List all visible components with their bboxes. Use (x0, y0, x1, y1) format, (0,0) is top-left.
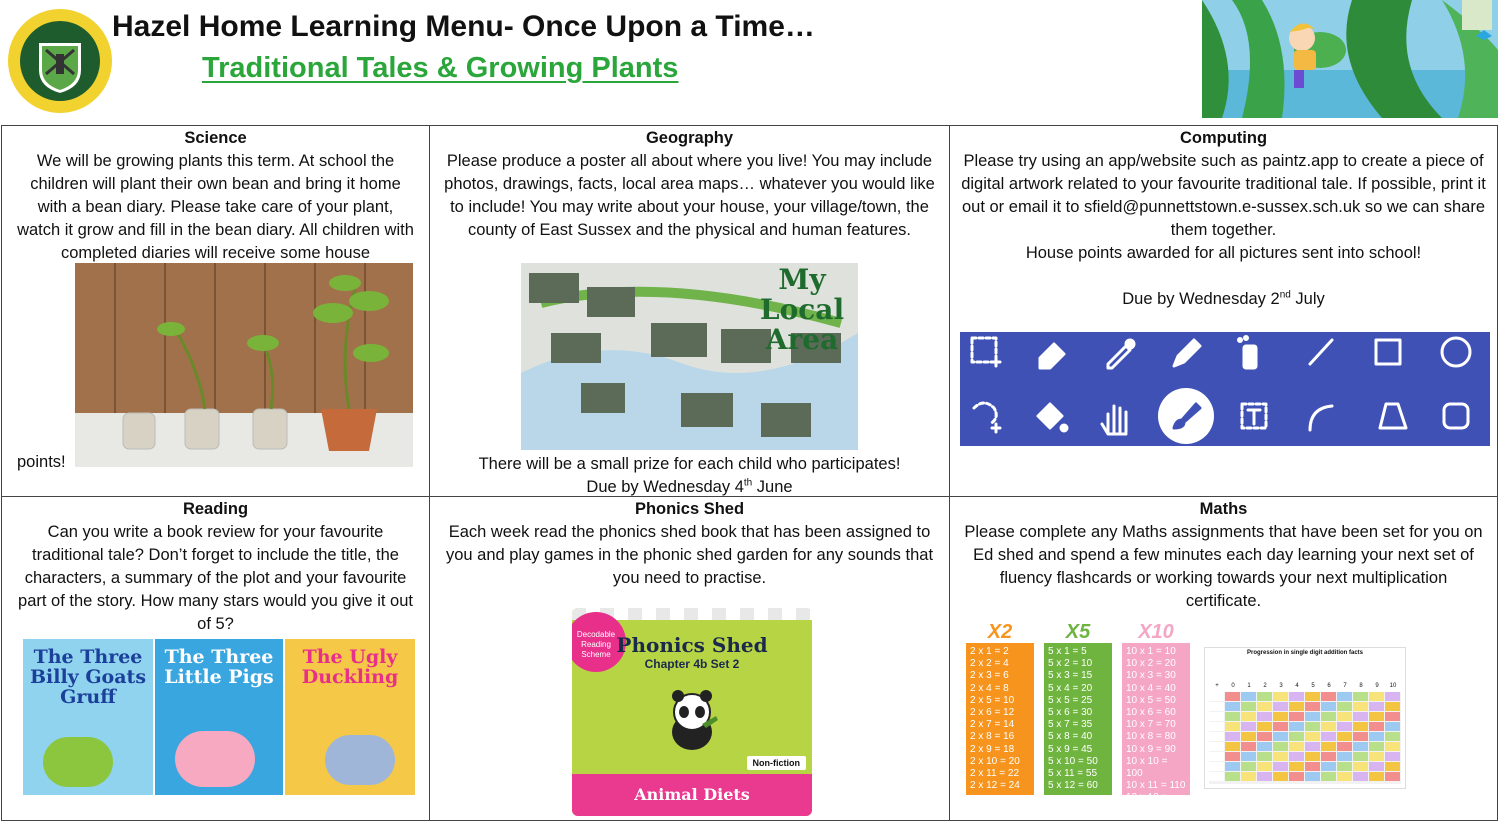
fill-bucket-icon (1038, 404, 1067, 431)
due-date-text: Due by Wednesday 2 (1122, 290, 1280, 308)
chart-cell (1273, 692, 1288, 701)
local-area-poster-photo (521, 263, 858, 450)
chart-cell (1321, 742, 1336, 751)
chart-cell (1305, 722, 1320, 731)
chart-cell (1305, 732, 1320, 741)
line-icon (1310, 340, 1332, 364)
chart-cell (1289, 692, 1304, 701)
flashcard-row: 2 x 2 = 4 (970, 658, 1009, 670)
chart-cell (1209, 772, 1224, 781)
flashcard-row: 10 x 10 = 100 (1126, 755, 1168, 780)
chart-cell (1257, 772, 1272, 781)
chart-header-cell: 5 (1311, 683, 1315, 689)
flashcard-row: 5 x 4 = 20 (1048, 682, 1093, 694)
chart-cell (1369, 712, 1384, 721)
eraser-icon (1040, 344, 1064, 368)
school-logo (8, 6, 112, 116)
chart-cell (1241, 722, 1256, 731)
polygon-icon (1380, 404, 1406, 428)
addition-facts-chart (1204, 647, 1406, 789)
chart-cell (1273, 732, 1288, 741)
flashcard-row: 2 x 12 = 24 (970, 780, 1020, 792)
bean-plants-photo (75, 263, 413, 467)
chart-cell (1385, 702, 1400, 711)
flashcard-row: 2 x 5 = 10 (970, 694, 1015, 706)
panda-icon (662, 688, 722, 752)
traditional-tales-books-photo (23, 639, 415, 795)
chart-cell (1289, 752, 1304, 761)
chart-cell (1385, 752, 1400, 761)
chart-cell (1369, 692, 1384, 701)
rounded-rect-icon (1444, 404, 1468, 428)
select-rect-icon (972, 338, 1000, 366)
chart-header-cell: 2 (1263, 683, 1267, 689)
computing-heading: Computing (1179, 129, 1268, 147)
chart-header-cell: 9 (1375, 683, 1379, 689)
flashcard-row: 2 x 7 = 14 (970, 719, 1015, 731)
flashcard-row: 5 x 7 = 35 (1048, 719, 1093, 731)
chart-cell (1337, 692, 1352, 701)
chart-header-cell: 1 (1247, 683, 1251, 689)
chart-cell (1289, 742, 1304, 751)
rectangle-icon (1376, 340, 1400, 364)
geography-heading: Geography (645, 129, 734, 147)
chart-cell (1337, 752, 1352, 761)
chart-cell (1225, 732, 1240, 741)
computing-due-date (958, 288, 1489, 311)
chart-cell (1385, 772, 1400, 781)
chart-cell (1337, 772, 1352, 781)
chart-cell (1273, 702, 1288, 711)
phonics-shed-book-cover (572, 608, 812, 816)
chart-cell (1209, 702, 1224, 711)
chart-cell (1225, 722, 1240, 731)
flashcard-row: 10 x 9 = 90 (1126, 743, 1176, 755)
chart-cell (1289, 732, 1304, 741)
chart-cell (1385, 742, 1400, 751)
chart-cell (1353, 742, 1368, 751)
flashcard-row: 2 x 10 = 20 (970, 755, 1020, 767)
geography-due-date (430, 476, 949, 499)
chart-cell (1353, 772, 1368, 781)
chart-cell (1369, 752, 1384, 761)
chart-cell (1289, 772, 1304, 781)
chart-cell (1241, 712, 1256, 721)
free-select-icon (974, 403, 1000, 432)
chart-header-cell: 4 (1295, 683, 1299, 689)
flashcard-row: 10 x 11 = 110 (1126, 780, 1186, 792)
book-cover (23, 639, 153, 795)
curve-icon (1310, 406, 1332, 430)
flashcard-row: 2 x 3 = 6 (970, 670, 1009, 682)
due-date-month: June (752, 478, 793, 496)
due-date-text: Due by Wednesday 4 (586, 478, 744, 496)
due-date-sup: nd (1279, 289, 1291, 301)
flashcard-row: 10 x 3 = 30 (1126, 670, 1176, 682)
chart-cell (1225, 712, 1240, 721)
phonics-book-subtitle: Chapter 4b Set 2 (644, 657, 740, 671)
chart-cell (1209, 712, 1224, 721)
flashcard-row: 5 x 12 = 60 (1048, 780, 1098, 792)
flashcard-row: 2 x 1 = 2 (970, 646, 1009, 657)
chart-cell (1257, 762, 1272, 771)
chart-cell (1321, 752, 1336, 761)
chart-cell (1257, 712, 1272, 721)
flashcard (1044, 621, 1112, 799)
chart-cell (1385, 712, 1400, 721)
spray-icon (1239, 337, 1257, 369)
chart-cell (1257, 722, 1272, 731)
chart-cell (1321, 732, 1336, 741)
flashcard-row: 5 x 6 = 30 (1048, 707, 1093, 719)
phonics-heading: Phonics Shed (634, 500, 745, 518)
chart-cell (1321, 702, 1336, 711)
chart-cell (1369, 742, 1384, 751)
chart-cell (1369, 722, 1384, 731)
chart-cell (1305, 742, 1320, 751)
chart-cell (1337, 722, 1352, 731)
chart-cell (1241, 772, 1256, 781)
chart-cell (1209, 692, 1224, 701)
chart-cell (1209, 722, 1224, 731)
chart-header-cell: 8 (1359, 683, 1363, 689)
chart-cell (1273, 742, 1288, 751)
flashcard-row: 2 x 6 = 12 (970, 707, 1015, 719)
flashcard-row: 5 x 3 = 15 (1048, 670, 1093, 682)
chart-cell (1225, 772, 1240, 781)
chart-cell (1209, 762, 1224, 771)
geography-text: Please produce a poster all about where you live! You may include photos, drawings, facts, local area maps… whatever you would like to include! You may write about your house, your village/town, the county of East Sussex and the physical and human features. (444, 152, 935, 239)
pencil-icon (1174, 340, 1200, 366)
reading-text: Can you write a book review for your favourite traditional tale? Don’t forget to include the title, the characters, a summary of the plot and your favourite part of the story. How many stars would you give it out of 5? (18, 523, 413, 633)
flashcard-row: 5 x 8 = 40 (1048, 731, 1093, 743)
flashcard-row: 5 x 2 = 10 (1048, 658, 1093, 670)
flashcard-row: 10 x 8 = 80 (1126, 731, 1176, 743)
flashcard-label: X2 (987, 621, 1013, 643)
chart-cell (1321, 692, 1336, 701)
learning-menu-grid (1, 125, 1498, 821)
flashcard (1122, 621, 1190, 816)
flashcard-row: 2 x 11 = 22 (970, 768, 1020, 780)
flashcard-row: 5 x 10 = 50 (1048, 755, 1098, 767)
phonics-cell (430, 497, 949, 820)
chart-cell (1337, 762, 1352, 771)
chart-cell (1289, 702, 1304, 711)
flashcard-row: 5 x 1 = 5 (1048, 646, 1087, 657)
flashcard-label: X5 (1065, 621, 1091, 643)
chart-cell (1273, 752, 1288, 761)
chart-cell (1353, 722, 1368, 731)
chart-header-cell: 3 (1279, 683, 1283, 689)
computing-house-points: House points awarded for all pictures sent into school! (1025, 244, 1422, 262)
chart-cell (1273, 762, 1288, 771)
phonics-book-title: Phonics Shed (616, 633, 768, 657)
chart-cell (1241, 692, 1256, 701)
chart-cell (1385, 762, 1400, 771)
chart-cell (1369, 732, 1384, 741)
chart-cell (1353, 752, 1368, 761)
chart-header-cell: 7 (1343, 683, 1347, 689)
reading-heading: Reading (182, 500, 249, 518)
computing-cell (950, 126, 1497, 496)
due-date-sup: th (743, 477, 753, 489)
chart-cell (1353, 762, 1368, 771)
chart-cell (1209, 742, 1224, 751)
chart-cell (1321, 762, 1336, 771)
jack-beanstalk-illustration (1202, 0, 1498, 118)
phonics-book-footer: Animal Diets (572, 774, 812, 816)
chart-cell (1321, 722, 1336, 731)
chart-cell (1273, 712, 1288, 721)
flashcard-row: 10 x 7 = 70 (1126, 719, 1176, 731)
chart-cell (1273, 722, 1288, 731)
chart-cell (1337, 702, 1352, 711)
chart-header-cell: + (1215, 683, 1219, 689)
flashcard-row: 2 x 8 = 16 (970, 731, 1015, 743)
chart-cell (1337, 742, 1352, 751)
chart-cell (1225, 752, 1240, 761)
due-date-month: July (1290, 290, 1325, 308)
chart-cell (1289, 722, 1304, 731)
chart-cell (1369, 762, 1384, 771)
flashcard-row: 10 x 6 = 60 (1126, 707, 1176, 719)
paint-toolbar-image (960, 332, 1490, 446)
flashcard-row: 2 x 4 = 8 (970, 682, 1009, 694)
hand-icon (1102, 406, 1126, 434)
page-title: Hazel Home Learning Menu- Once Upon a Time… (112, 10, 815, 43)
flashcard (966, 621, 1034, 799)
flashcard-row: 10 x 5 = 50 (1126, 694, 1176, 706)
chart-cell (1353, 702, 1368, 711)
flashcard-row: 10 x 1 = 10 (1126, 646, 1176, 657)
maths-heading: Maths (1199, 500, 1248, 518)
chart-cell (1257, 692, 1272, 701)
chart-header-cell: 6 (1327, 683, 1331, 689)
computing-text: Please try using an app/website such as paintz.app to create a piece of digital artwork related to your favourite traditional tale. If possible, print it out or email it to sfield@punnettstown.e-sussex.sch.uk so we can share them together. (961, 152, 1486, 239)
science-trailing-text: points! (17, 453, 66, 471)
text-icon (1242, 404, 1266, 428)
chart-cell (1385, 722, 1400, 731)
chart-header-row (1209, 682, 1401, 690)
chart-cell (1225, 692, 1240, 701)
chart-cell (1353, 732, 1368, 741)
chart-cell (1369, 702, 1384, 711)
geography-cell (430, 126, 949, 496)
eyedropper-icon (1108, 340, 1134, 368)
chart-cell (1225, 702, 1240, 711)
chart-cell (1305, 752, 1320, 761)
chart-cell (1241, 752, 1256, 761)
chart-title: Progression in single digit addition facts (1246, 650, 1363, 656)
chart-cell (1241, 742, 1256, 751)
chart-cell (1225, 742, 1240, 751)
chart-cell (1257, 702, 1272, 711)
chart-cell (1321, 712, 1336, 721)
phonics-text: Each week read the phonics shed book that has been assigned to you and play games in the phonic shed garden for any sounds that you need to practise. (445, 523, 934, 587)
chart-cell (1305, 702, 1320, 711)
chart-cell (1385, 692, 1400, 701)
chart-cell (1337, 712, 1352, 721)
geography-prize-text: There will be a small prize for each child who participates! (478, 455, 901, 473)
book-title: The Three Little Pigs (164, 646, 274, 688)
maths-cell (950, 497, 1497, 820)
flashcard-row: 10 x 12 = 120 (1126, 792, 1168, 816)
chart-cell (1353, 692, 1368, 701)
times-table-flashcards (966, 621, 1192, 816)
flashcard-row: 10 x 4 = 40 (1126, 682, 1176, 694)
page-subtitle: Traditional Tales & Growing Plants (202, 52, 679, 84)
chart-cell (1257, 752, 1272, 761)
chart-cell (1305, 762, 1320, 771)
chart-cell (1209, 732, 1224, 741)
chart-cell (1385, 732, 1400, 741)
circle-icon (1442, 338, 1470, 366)
chart-cell (1241, 702, 1256, 711)
poster-title: My Local Area (759, 263, 845, 356)
chart-cell (1241, 762, 1256, 771)
science-text: We will be growing plants this term. At school the children will plant their own bean and bring it home with a bean diary. Please take care of your plant, watch it grow and fill in the bean diary. All children with completed diaries will receive some house (17, 152, 414, 262)
flashcard-row: 5 x 11 = 55 (1048, 768, 1098, 780)
chart-cell (1305, 692, 1320, 701)
decodable-badge: Decodable Reading Scheme (572, 612, 626, 672)
chart-header-cell: 0 (1231, 683, 1235, 689)
flashcard-row: 2 x 9 = 18 (970, 743, 1015, 755)
chart-cell (1257, 732, 1272, 741)
book-cover (155, 639, 283, 795)
chart-grid (1209, 692, 1401, 784)
chart-cell (1225, 762, 1240, 771)
chart-cell (1369, 772, 1384, 781)
chart-cell (1273, 772, 1288, 781)
chart-header-cell: 10 (1389, 683, 1397, 689)
chart-cell (1289, 762, 1304, 771)
flashcard-row: 5 x 5 = 25 (1048, 694, 1093, 706)
maths-text: Please complete any Maths assignments that have been set for you on Ed shed and spend a few minutes each day learning your next set of fluency flashcards or working towards your next multiplication certificate. (964, 523, 1483, 610)
chart-cell (1321, 772, 1336, 781)
flashcard-label: X10 (1138, 621, 1174, 643)
book-title: The Three Billy Goats Gruff (29, 646, 147, 708)
chart-cell (1241, 732, 1256, 741)
science-heading: Science (184, 129, 247, 147)
chart-cell (1305, 712, 1320, 721)
non-fiction-tag: Non-fiction (747, 756, 807, 770)
chart-cell (1353, 712, 1368, 721)
science-cell (2, 126, 429, 496)
chart-cell (1289, 712, 1304, 721)
reading-cell (2, 497, 429, 820)
chart-cell (1305, 772, 1320, 781)
flashcard-row: 10 x 2 = 20 (1126, 658, 1176, 670)
chart-cell (1209, 752, 1224, 761)
chart-cell (1257, 742, 1272, 751)
flashcard-row: 5 x 9 = 45 (1048, 743, 1093, 755)
book-cover (285, 639, 415, 795)
book-title: The Ugly Duckling (301, 646, 399, 688)
chart-cell (1337, 732, 1352, 741)
